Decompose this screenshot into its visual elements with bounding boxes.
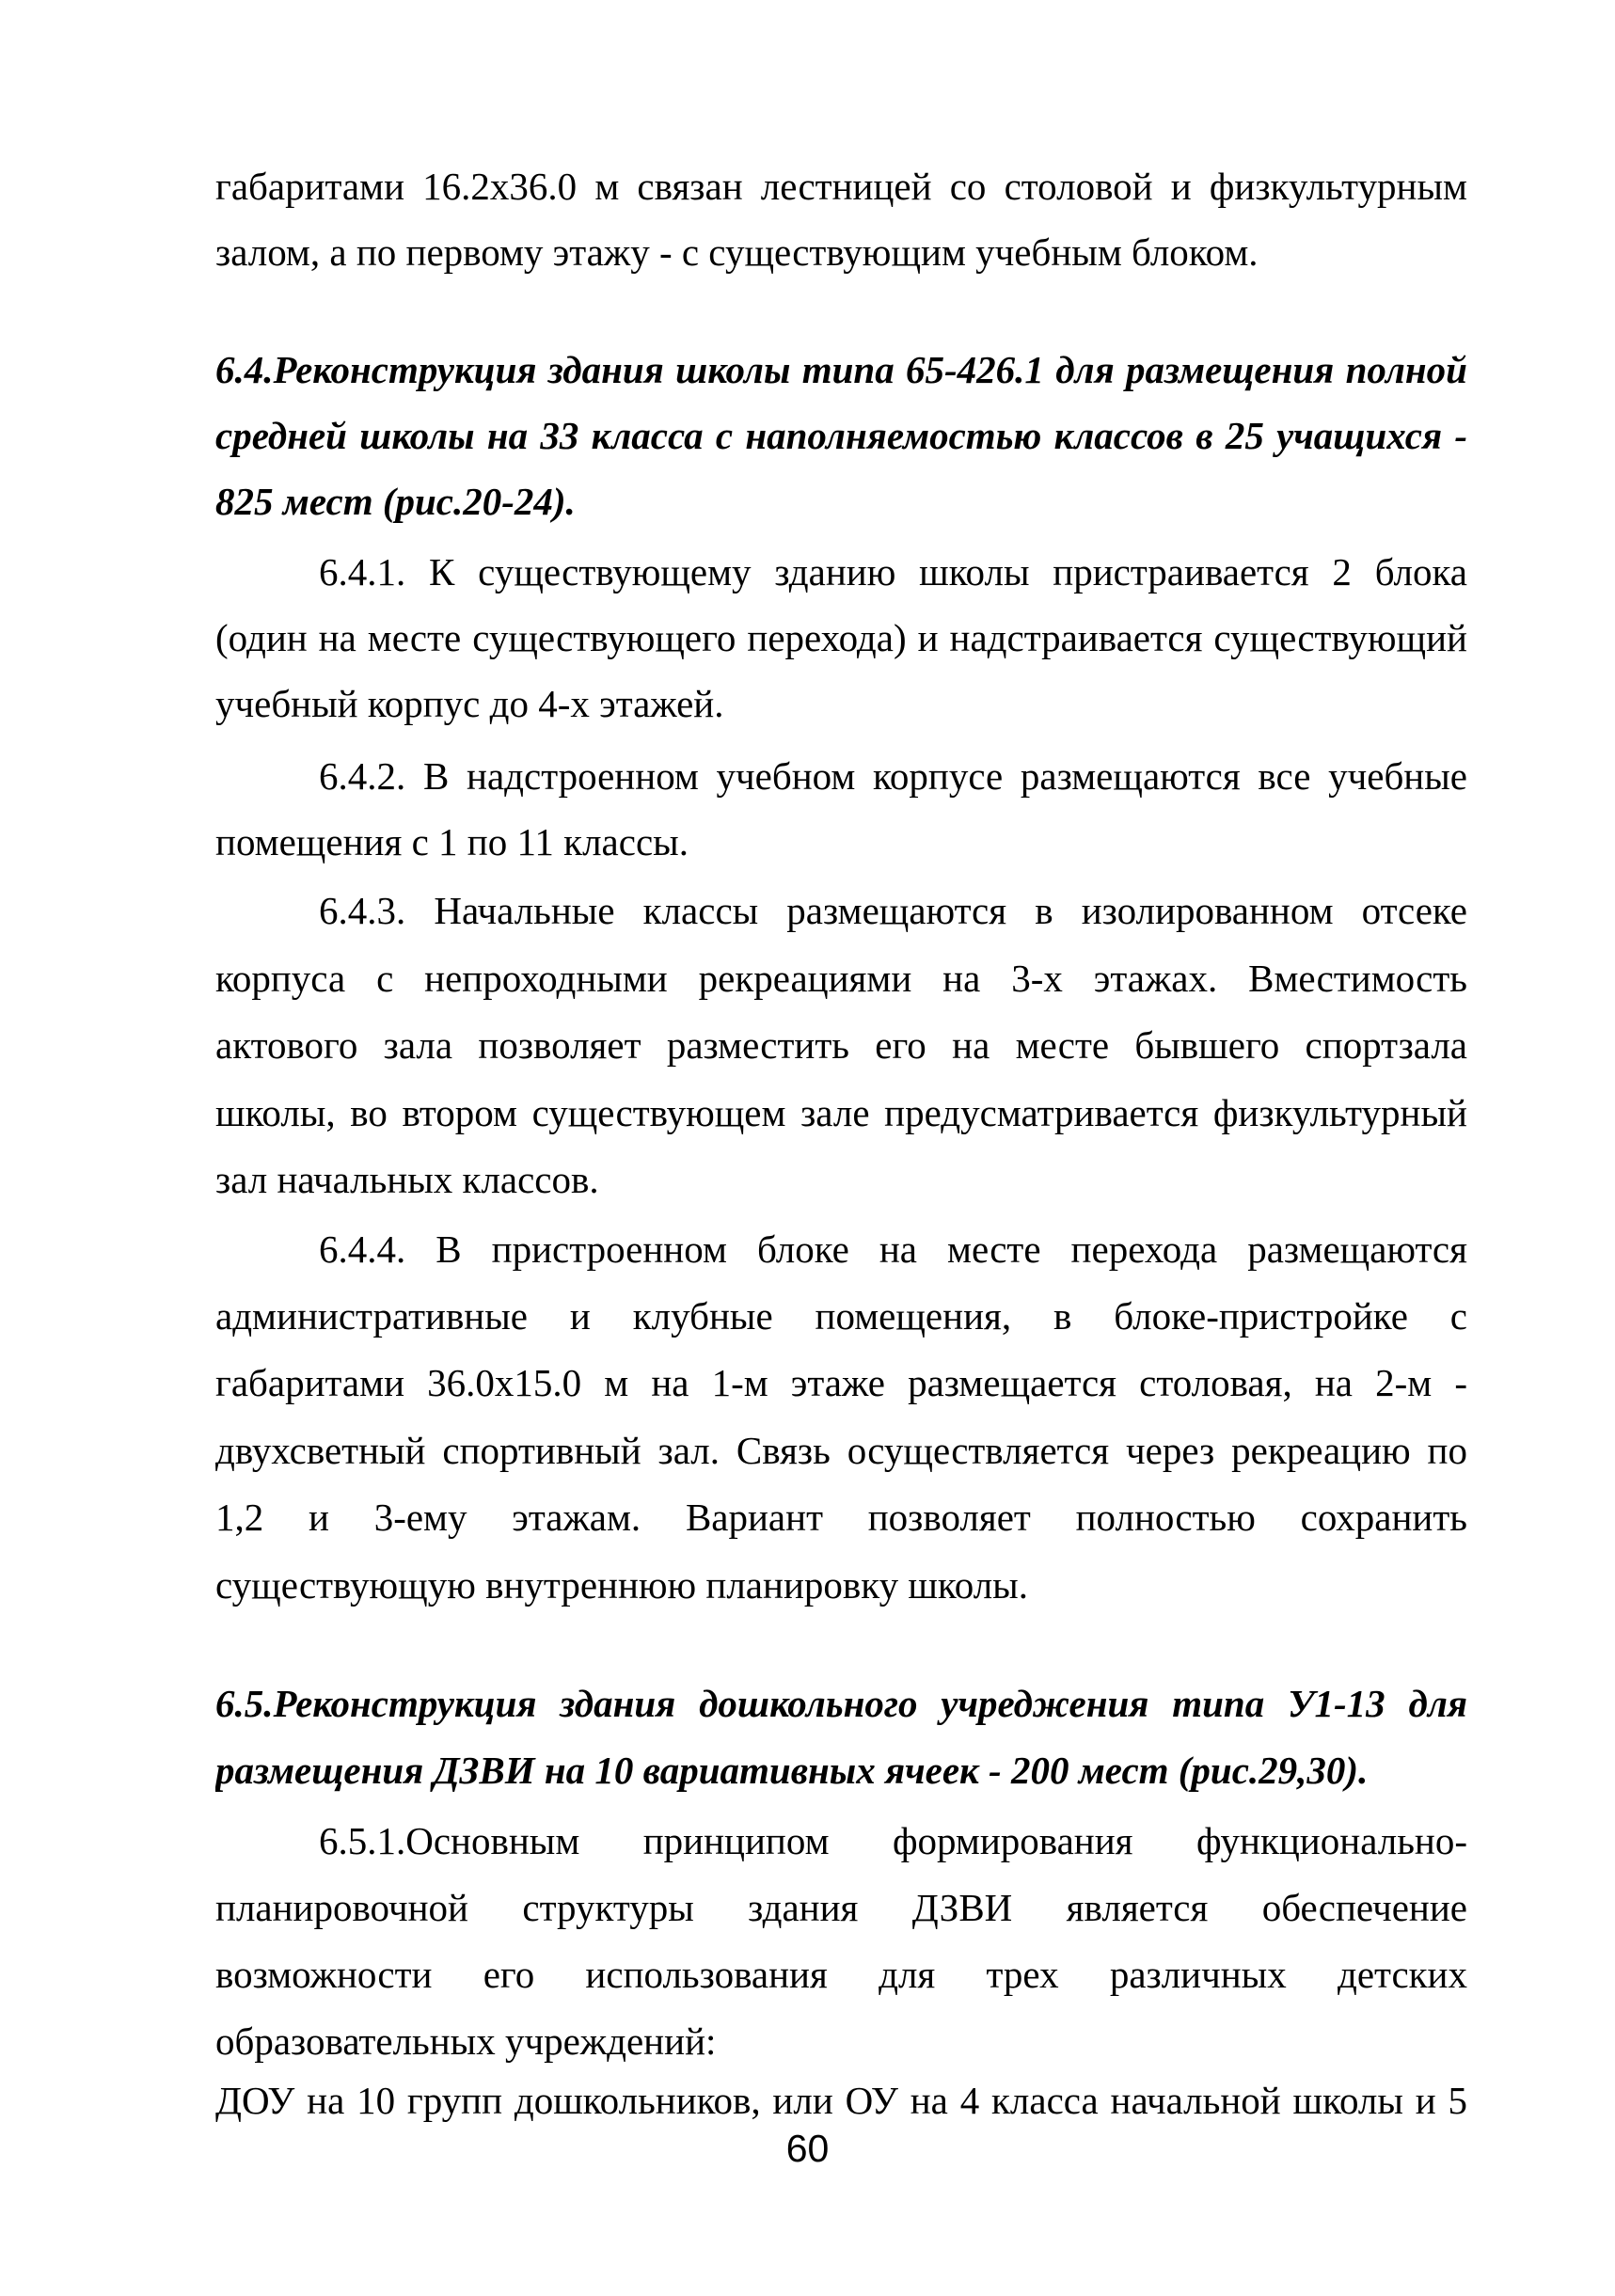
text-line: (один на месте существующего перехода) и надстраивается существующий — [215, 616, 1467, 659]
paragraph-first-line: 6.5.1.Основным принципом формирования функционально- — [319, 1819, 1467, 1862]
section-heading: 825 мест (рис.20-24). — [215, 480, 576, 523]
text-line: зал начальных классов. — [215, 1158, 599, 1201]
text-line: актового зала позволяет разместить его на месте бывшего спортзала — [215, 1023, 1467, 1067]
section-heading: 6.5.Реконструкция здания дошкольного учреджения типа У1-13 для — [215, 1682, 1467, 1725]
text-line: возможности его использования для трех различных детских — [215, 1953, 1467, 1996]
text-line: габаритами 16.2х36.0 м связан лестницей со столовой и физкультурным — [215, 165, 1467, 208]
section-heading: размещения ДЗВИ на 10 вариативных ячеек - 200 мест (рис.29,30). — [215, 1749, 1369, 1792]
text-line: габаритами 36.0х15.0 м на 1-м этаже размещается столовая, на 2-м - — [215, 1361, 1467, 1404]
section-heading: 6.4.Реконструкция здания школы типа 65-426.1 для размещения полной — [215, 348, 1467, 391]
paragraph-first-line: 6.4.1. К существующему зданию школы пристраивается 2 блока — [319, 550, 1467, 594]
page-number: 60 — [785, 2127, 830, 2170]
text-line: корпуса с непроходными рекреациями на 3-х этажах. Вместимость — [215, 957, 1467, 1000]
paragraph-first-line: 6.4.3. Начальные классы размещаются в изолированном отсеке — [319, 889, 1467, 932]
text-line: образовательных учреждений: — [215, 2019, 717, 2063]
text-line: существующую внутреннюю планировку школы. — [215, 1563, 1028, 1607]
text-line: 1,2 и 3-ему этажам. Вариант позволяет полностью сохранить — [215, 1496, 1467, 1539]
text-line: залом, а по первому этажу - с существующим учебным блоком. — [215, 230, 1259, 274]
paragraph-first-line: 6.4.2. В надстроенном учебном корпусе размещаются все учебные — [319, 754, 1467, 798]
text-line: помещения с 1 по 11 классы. — [215, 820, 689, 863]
text-line: административные и клубные помещения, в блоке-пристройке с — [215, 1294, 1467, 1338]
text-line: планировочной структуры здания ДЗВИ является обеспечение — [215, 1886, 1467, 1929]
section-heading: средней школы на 33 класса с наполняемостью классов в 25 учащихся - — [215, 414, 1467, 457]
paragraph-first-line: 6.4.4. В пристроенном блоке на месте перехода размещаются — [319, 1227, 1467, 1271]
text-line: ДОУ на 10 групп дошкольников, или ОУ на 4 класса начальной школы и 5 — [215, 2079, 1467, 2122]
text-line: двухсветный спортивный зал. Связь осуществляется через рекреацию по — [215, 1429, 1467, 1472]
text-line: школы, во втором существующем зале предусматривается физкультурный — [215, 1091, 1467, 1134]
text-line: учебный корпус до 4-х этажей. — [215, 682, 724, 725]
